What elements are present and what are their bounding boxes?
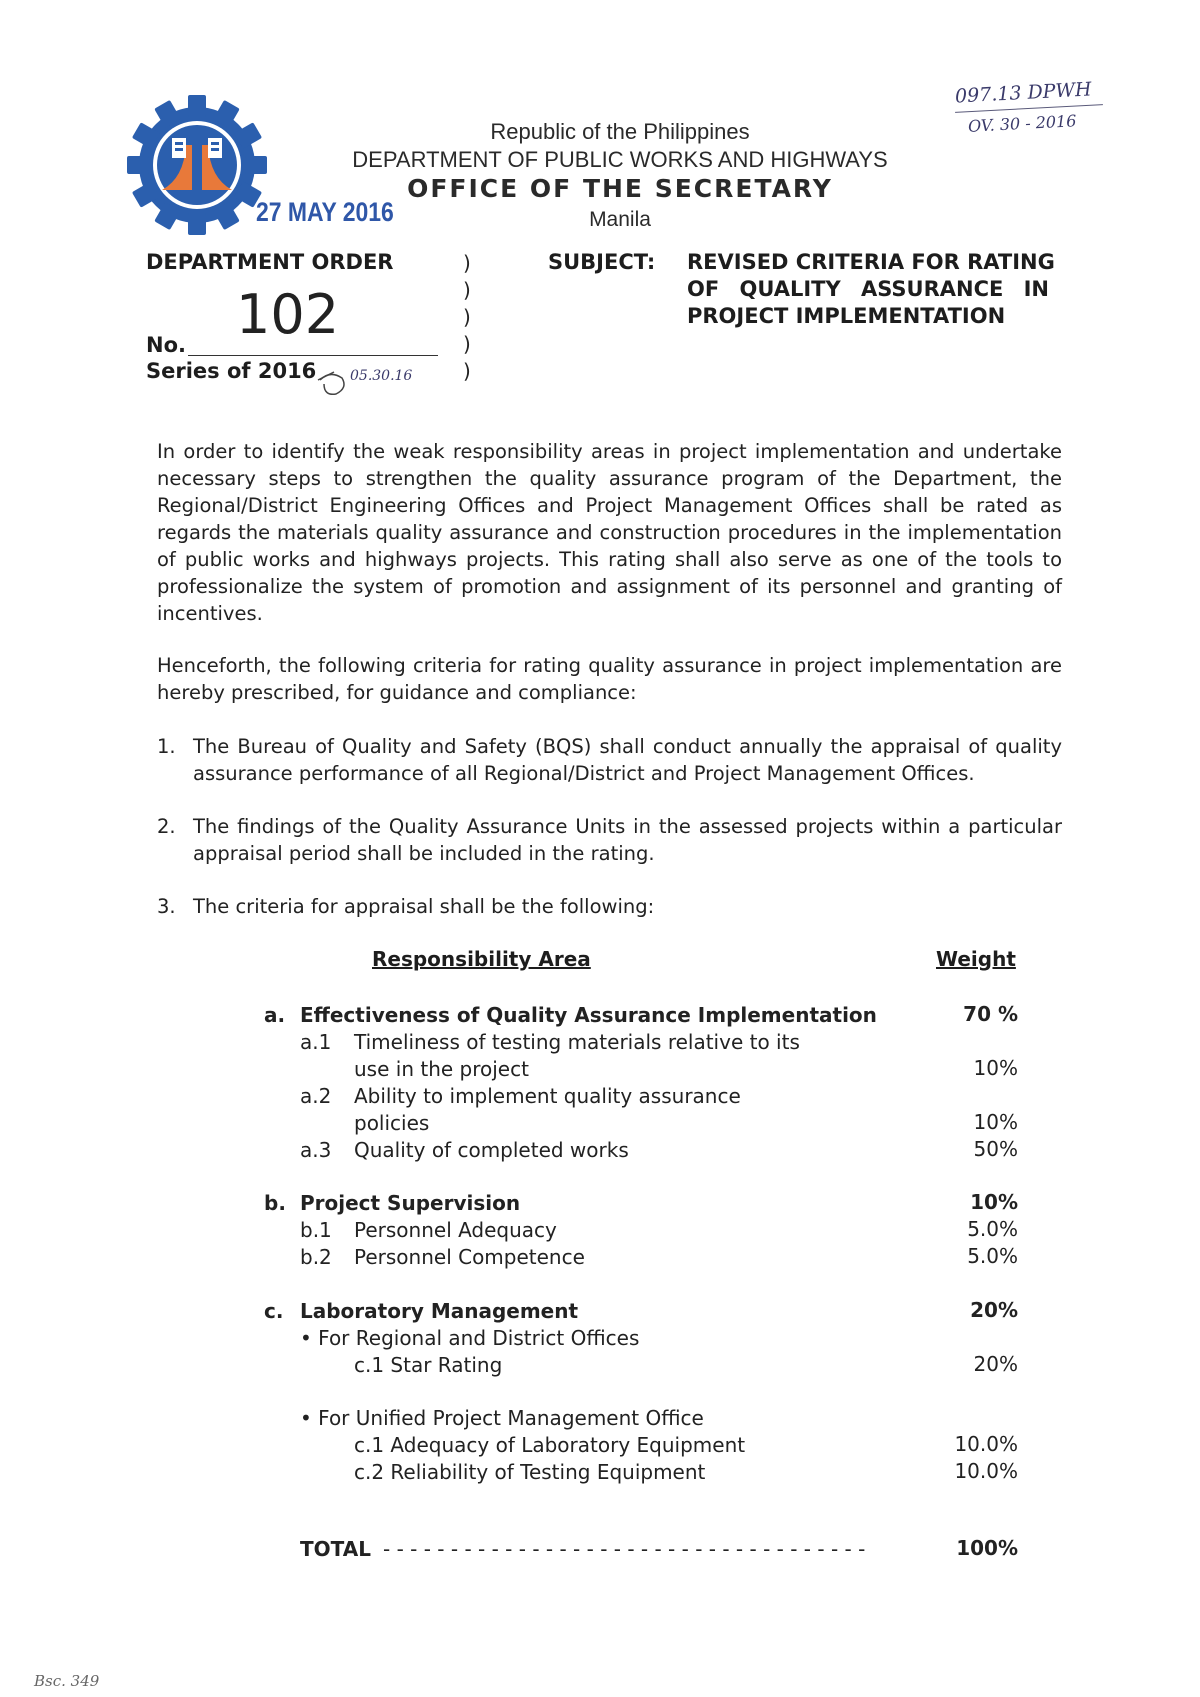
b1-code: b.1	[300, 1218, 332, 1242]
a3-weight: 50%	[973, 1137, 1018, 1161]
column-header-weight: Weight	[936, 947, 1016, 971]
handwritten-ref-date: OV. 30 - 2016	[967, 111, 1077, 136]
section-c-title: Laboratory Management	[300, 1299, 579, 1323]
total-dashes: - - - - - - - - - - - - - - - - - - - - - - - - - - - - - - - - - - - -	[383, 1537, 866, 1561]
b2-code: b.2	[300, 1245, 332, 1269]
a2-weight: 10%	[973, 1110, 1018, 1134]
section-a-title: Effectiveness of Quality Assurance Implementation	[300, 1003, 877, 1027]
column-header-area: Responsibility Area	[372, 947, 591, 971]
list-text: The Bureau of Quality and Safety (BQS) shall conduct annually the appraisal of quality assurance performance of all Regional/District and Project Management Offices.	[193, 735, 1062, 785]
list-text: The criteria for appraisal shall be the following:	[193, 895, 655, 918]
republic-line: Republic of the Philippines	[490, 119, 750, 144]
order-number-underline	[188, 355, 438, 356]
a1-line-1: Timeliness of testing materials relative to its	[354, 1030, 800, 1054]
bracket-column: ) ) ) ) )	[463, 251, 471, 383]
a2-code: a.2	[300, 1084, 332, 1108]
u1-weight: 10.0%	[954, 1432, 1018, 1456]
list-number: 1.	[157, 735, 176, 758]
section-a-weight: 70 %	[963, 1002, 1018, 1026]
total-value: 100%	[956, 1536, 1018, 1560]
intro-paragraph: In order to identify the weak responsibility areas in project implementation and undertake necessary steps to strengthen the quality assurance program of the Department, the Regional/District Engineering Offices and Project Management Offices shall be rated as regards the materials quality assurance and construction procedures in the implementation of public works and highways projects. This rating shall also serve as one of the tools to professionalize the system of promotion and assignment of its personnel and granting of incentives.	[157, 440, 1062, 625]
a2-line-2: policies	[354, 1111, 430, 1135]
section-b-weight: 10%	[970, 1190, 1018, 1214]
subject-line-3: PROJECT IMPLEMENTATION	[687, 304, 1006, 328]
a2-line-1: Ability to implement quality assurance	[354, 1084, 741, 1108]
a1-weight: 10%	[973, 1056, 1018, 1080]
a3-code: a.3	[300, 1138, 332, 1162]
handwritten-ref-top: 097.13 DPWH	[954, 78, 1093, 108]
handwritten-mark-icon	[316, 362, 356, 400]
received-date-stamp: 27 MAY 2016	[256, 197, 394, 227]
a1-line-2: use in the project	[354, 1057, 529, 1081]
b2-weight: 5.0%	[967, 1244, 1018, 1268]
unified-office-label: • For Unified Project Management Office	[300, 1406, 704, 1430]
section-b-letter: b.	[264, 1191, 286, 1215]
b2-text: Personnel Competence	[354, 1245, 585, 1269]
total-label: TOTAL	[300, 1537, 371, 1561]
section-c-weight: 20%	[970, 1298, 1018, 1322]
b1-weight: 5.0%	[967, 1217, 1018, 1241]
u1-text: c.1 Adequacy of Laboratory Equipment	[354, 1433, 746, 1457]
u2-weight: 10.0%	[954, 1459, 1018, 1483]
handwritten-footer-note: Bsc. 349	[34, 1672, 100, 1690]
list-number: 2.	[157, 815, 176, 838]
a3-text: Quality of completed works	[354, 1138, 629, 1162]
b1-text: Personnel Adequacy	[354, 1218, 557, 1242]
list-text: The findings of the Quality Assurance Units in the assessed projects within a particular appraisal period shall be included in the rating.	[193, 815, 1062, 865]
order-no-label: No.	[146, 333, 186, 357]
c1-weight: 20%	[973, 1352, 1018, 1376]
department-order-label: DEPARTMENT ORDER	[146, 250, 394, 274]
subject-line-2: OF QUALITY ASSURANCE IN	[687, 277, 1049, 301]
c1-star-rating: c.1 Star Rating	[354, 1353, 503, 1377]
dpwh-logo-icon	[122, 90, 272, 240]
section-b-title: Project Supervision	[300, 1191, 521, 1215]
prescription-paragraph: Henceforth, the following criteria for rating quality assurance in project implementation are hereby prescribed, for guidance and compliance:	[157, 654, 1062, 704]
list-number: 3.	[157, 895, 176, 918]
series-label: Series of 2016	[146, 359, 317, 383]
u2-text: c.2 Reliability of Testing Equipment	[354, 1460, 706, 1484]
office-line: OFFICE OF THE SECRETARY	[407, 174, 833, 203]
handwritten-series-date: 05.30.16	[350, 368, 413, 384]
section-c-letter: c.	[264, 1299, 284, 1323]
order-number: 102	[236, 283, 340, 346]
regional-offices-label: • For Regional and District Offices	[300, 1326, 640, 1350]
section-a-letter: a.	[264, 1003, 286, 1027]
department-line: DEPARTMENT OF PUBLIC WORKS AND HIGHWAYS	[352, 147, 888, 172]
city-line: Manila	[589, 208, 651, 231]
subject-line-1: REVISED CRITERIA FOR RATING	[687, 250, 1055, 274]
subject-label: SUBJECT:	[548, 250, 656, 274]
a1-code: a.1	[300, 1030, 332, 1054]
